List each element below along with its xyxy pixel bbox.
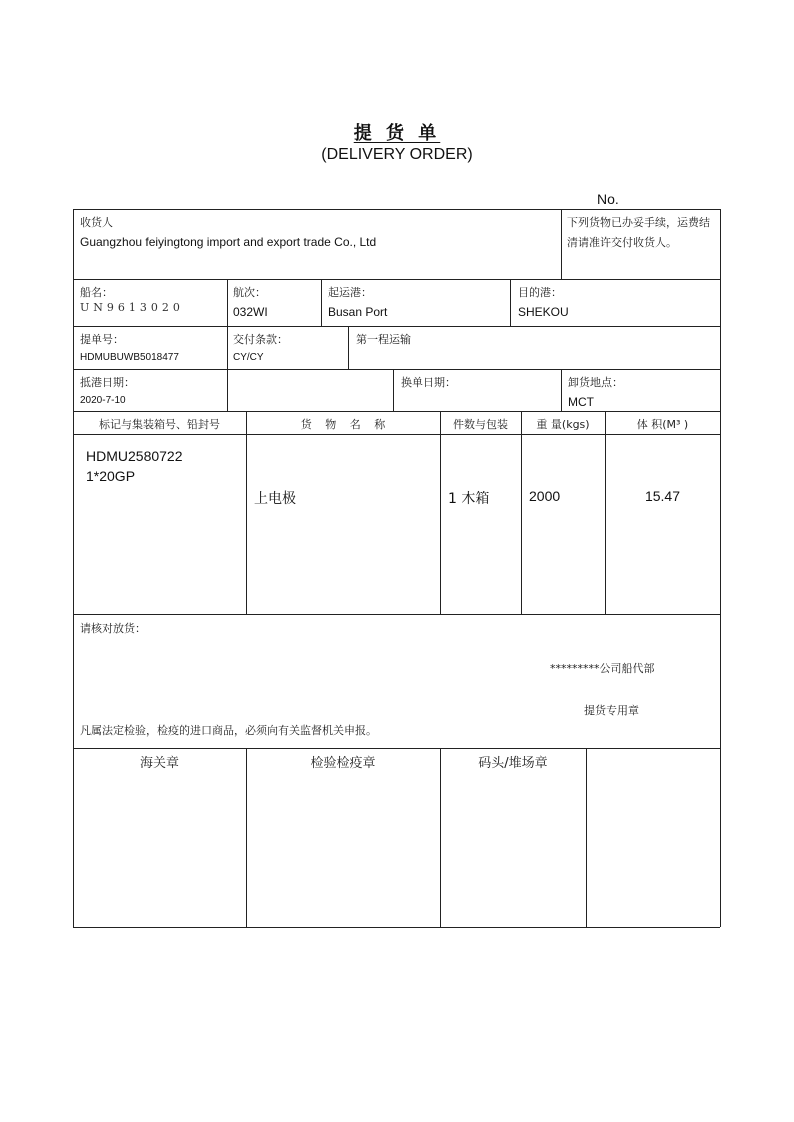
exchange-date-label: 换单日期：: [401, 376, 456, 389]
release-check-label: 请核对放货：: [80, 622, 146, 635]
arrival-date-value: 2020-7-10: [80, 395, 126, 406]
weight-header: 重 量(kgs): [536, 418, 590, 431]
shipping-agent: *********公司船代部: [550, 662, 655, 675]
voyage-label: 航次：: [233, 286, 266, 299]
port-of-loading-value: Busan Port: [328, 305, 388, 319]
marks-header: 标记与集装箱号、铅封号: [99, 418, 220, 431]
description-header: 货 物 名 称: [300, 418, 386, 431]
terminal-stamp-label: 码头/堆场章: [478, 756, 548, 771]
delivery-terms-label: 交付条款：: [233, 333, 288, 346]
container-type: 1*20GP: [86, 468, 136, 484]
cargo-description: 上电极: [254, 491, 296, 507]
inspection-stamp-label: 检验检疫章: [310, 756, 376, 771]
cargo-weight: 2000: [529, 488, 561, 504]
discharge-place-value: MCT: [568, 395, 594, 409]
consignee-label: 收货人: [80, 216, 113, 229]
customs-stamp-label: 海关章: [139, 756, 179, 771]
packages-header: 件数与包装: [453, 418, 508, 431]
delivery-terms-value: CY/CY: [233, 352, 264, 363]
voyage-value: 032WI: [233, 305, 268, 319]
page-subtitle: (DELIVERY ORDER): [321, 146, 473, 163]
consignee-value: Guangzhou feiyingtong import and export trade Co., Ltd: [80, 235, 377, 249]
bl-number-label: 提单号：: [80, 333, 124, 346]
port-of-loading-label: 起运港：: [328, 286, 372, 299]
vessel-label: 船名：: [80, 286, 113, 299]
cargo-packages: 1 木箱: [448, 491, 490, 507]
discharge-place-label: 卸货地点：: [568, 376, 623, 389]
inspection-note: 凡属法定检验，检疫的进口商品，必须向有关监督机关申报。: [80, 724, 377, 737]
release-notice: 下列货物已办妥手续，运费结清请准许交付收货人。: [567, 216, 710, 249]
delivery-stamp-label: 提货专用章: [584, 704, 639, 717]
arrival-date-label: 抵港日期：: [80, 376, 135, 389]
order-number-label: No.: [597, 191, 619, 207]
cargo-volume: 15.47: [644, 488, 681, 504]
container-number: HDMU2580722: [86, 448, 183, 464]
destination-port-value: SHEKOU: [518, 305, 569, 319]
volume-header: 体 积(M³ ): [636, 418, 689, 431]
page-title: 提 货 单: [353, 123, 441, 144]
bl-number-value: HDMUBUWB5018477: [80, 352, 179, 363]
destination-port-label: 目的港：: [518, 286, 562, 299]
first-leg-transport-label: 第一程运输: [356, 333, 411, 346]
vessel-value: UN9613020: [80, 301, 184, 314]
